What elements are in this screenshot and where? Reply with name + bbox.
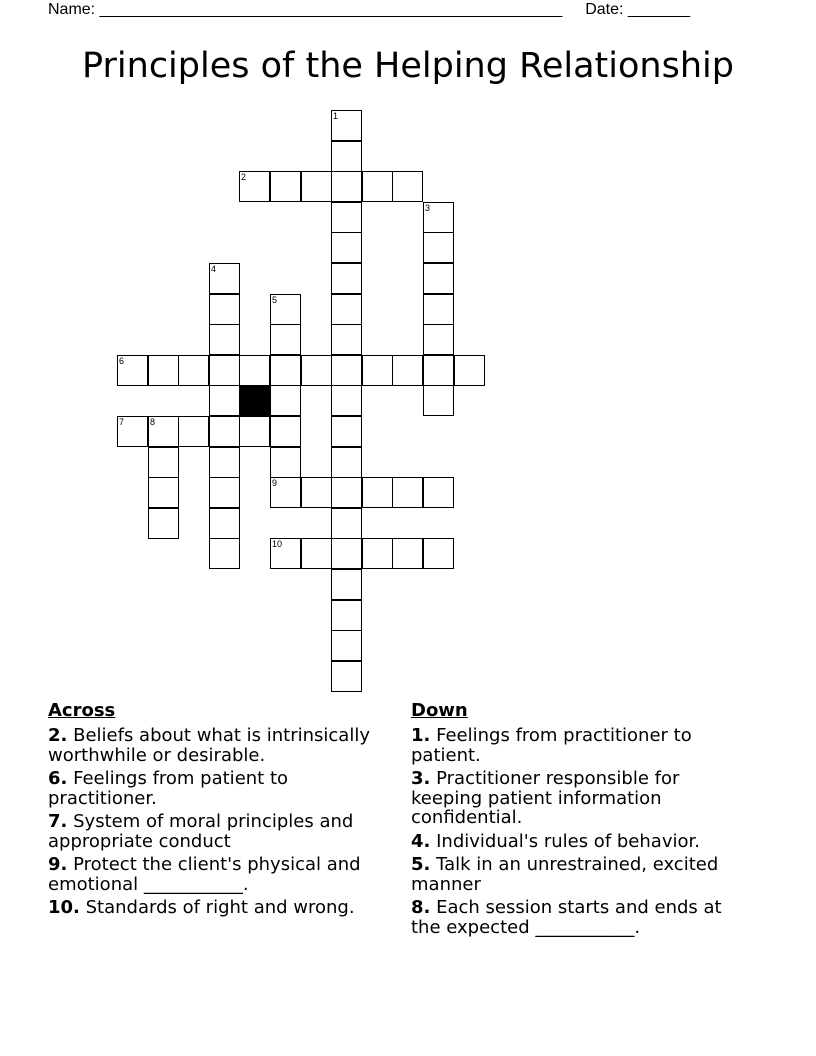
grid-cell[interactable]: [270, 324, 301, 355]
grid-cell[interactable]: [209, 416, 240, 447]
grid-cell[interactable]: [148, 355, 179, 386]
grid-cell[interactable]: [270, 477, 301, 508]
grid-cell[interactable]: [331, 416, 362, 447]
grid-cell[interactable]: [423, 263, 454, 294]
grid-cell[interactable]: [301, 171, 332, 202]
grid-cell[interactable]: [331, 202, 362, 233]
grid-cell[interactable]: [209, 263, 240, 294]
down-clues: [411, 700, 751, 941]
grid-block: [239, 385, 270, 416]
grid-cell[interactable]: [392, 355, 423, 386]
grid-cell[interactable]: [178, 355, 209, 386]
grid-cell[interactable]: [392, 171, 423, 202]
clue-down-8: 8. Each session starts and ends at the expected ___________.: [411, 897, 722, 938]
cell-number: 7: [119, 417, 125, 427]
grid-cell[interactable]: [331, 447, 362, 478]
clue-across-7: 7. System of moral principles and appropriate conduct: [48, 811, 354, 852]
clue-across-9: 9. Protect the client's physical and emotional ___________.: [48, 854, 361, 895]
grid-cell[interactable]: [209, 447, 240, 478]
grid-cell[interactable]: [270, 171, 301, 202]
grid-cell[interactable]: [331, 538, 362, 569]
clue-down-4: 4. Individual's rules of behavior.: [411, 830, 700, 852]
grid-cell[interactable]: [239, 355, 270, 386]
down-heading: Down: [411, 700, 468, 721]
grid-cell[interactable]: [331, 324, 362, 355]
grid-cell[interactable]: [331, 569, 362, 600]
grid-cell[interactable]: [270, 294, 301, 325]
grid-cell[interactable]: [178, 416, 209, 447]
grid-cell[interactable]: [423, 385, 454, 416]
cell-number: 6: [119, 356, 125, 366]
grid-cell[interactable]: [454, 355, 485, 386]
grid-cell[interactable]: [209, 477, 240, 508]
cell-number: 4: [211, 264, 217, 274]
grid-cell[interactable]: [209, 294, 240, 325]
grid-cell[interactable]: [148, 508, 179, 539]
grid-cell[interactable]: [270, 416, 301, 447]
grid-cell[interactable]: [423, 324, 454, 355]
date-label: Date:: [585, 1, 624, 18]
grid-cell[interactable]: [239, 416, 270, 447]
grid-cell[interactable]: [331, 263, 362, 294]
grid-cell[interactable]: [331, 508, 362, 539]
grid-cell[interactable]: [331, 385, 362, 416]
clue-down-5: 5. Talk in an unrestrained, excited manner: [411, 854, 719, 895]
grid-cell[interactable]: [423, 202, 454, 233]
grid-cell[interactable]: [301, 355, 332, 386]
grid-cell[interactable]: [270, 355, 301, 386]
across-heading: Across: [48, 700, 116, 721]
grid-cell[interactable]: [270, 385, 301, 416]
grid-cell[interactable]: [148, 416, 179, 447]
cell-number: 2: [241, 172, 247, 182]
grid-cell[interactable]: [331, 600, 362, 631]
grid-cell[interactable]: [270, 447, 301, 478]
grid-cell[interactable]: [331, 110, 362, 141]
grid-cell[interactable]: [331, 661, 362, 692]
grid-cell[interactable]: [331, 355, 362, 386]
cell-number: 5: [272, 295, 278, 305]
grid-cell[interactable]: [331, 171, 362, 202]
grid-cell[interactable]: [117, 416, 148, 447]
grid-cell[interactable]: [209, 538, 240, 569]
grid-cell[interactable]: [423, 355, 454, 386]
grid-cell[interactable]: [209, 508, 240, 539]
cell-number: 8: [150, 417, 156, 427]
clue-across-10: 10. Standards of right and wrong.: [48, 897, 355, 918]
grid-cell[interactable]: [331, 477, 362, 508]
grid-cell[interactable]: [423, 294, 454, 325]
clue-across-6: 6. Feelings from patient to practitioner.: [48, 768, 289, 809]
grid-cell[interactable]: [423, 232, 454, 263]
cell-number: 3: [425, 203, 431, 213]
cell-number: 9: [272, 478, 278, 488]
clue-down-3: 3. Practitioner responsible for keeping patient information confidential.: [411, 768, 680, 828]
grid-cell[interactable]: [423, 477, 454, 508]
grid-cell[interactable]: [362, 171, 393, 202]
page-title: Principles of the Helping Relationship: [82, 46, 734, 86]
grid-cell[interactable]: [270, 538, 301, 569]
grid-cell[interactable]: [392, 538, 423, 569]
grid-cell[interactable]: [331, 141, 362, 172]
grid-cell[interactable]: [148, 477, 179, 508]
grid-cell[interactable]: [239, 171, 270, 202]
clue-across-2: 2. Beliefs about what is intrinsically worthwhile or desirable.: [48, 725, 370, 766]
grid-cell[interactable]: [148, 447, 179, 478]
grid-cell[interactable]: [117, 355, 148, 386]
cell-number: 10: [272, 539, 283, 549]
grid-cell[interactable]: [331, 630, 362, 661]
name-field[interactable]: ____________________________________________________: [99, 1, 563, 18]
grid-cell[interactable]: [362, 538, 393, 569]
clue-down-1: 1. Feelings from practitioner to patient.: [411, 725, 692, 766]
grid-cell[interactable]: [362, 355, 393, 386]
across-clues: [48, 700, 398, 922]
grid-cell[interactable]: [392, 477, 423, 508]
date-field[interactable]: _______: [627, 1, 691, 18]
grid-cell[interactable]: [301, 477, 332, 508]
name-label: Name:: [48, 1, 96, 18]
grid-cell[interactable]: [209, 385, 240, 416]
grid-cell[interactable]: [331, 294, 362, 325]
grid-cell[interactable]: [301, 538, 332, 569]
grid-cell[interactable]: [209, 324, 240, 355]
grid-cell[interactable]: [331, 232, 362, 263]
grid-cell[interactable]: [362, 477, 393, 508]
grid-cell[interactable]: [423, 538, 454, 569]
cell-number: 1: [333, 111, 339, 121]
grid-cell[interactable]: [209, 355, 240, 386]
